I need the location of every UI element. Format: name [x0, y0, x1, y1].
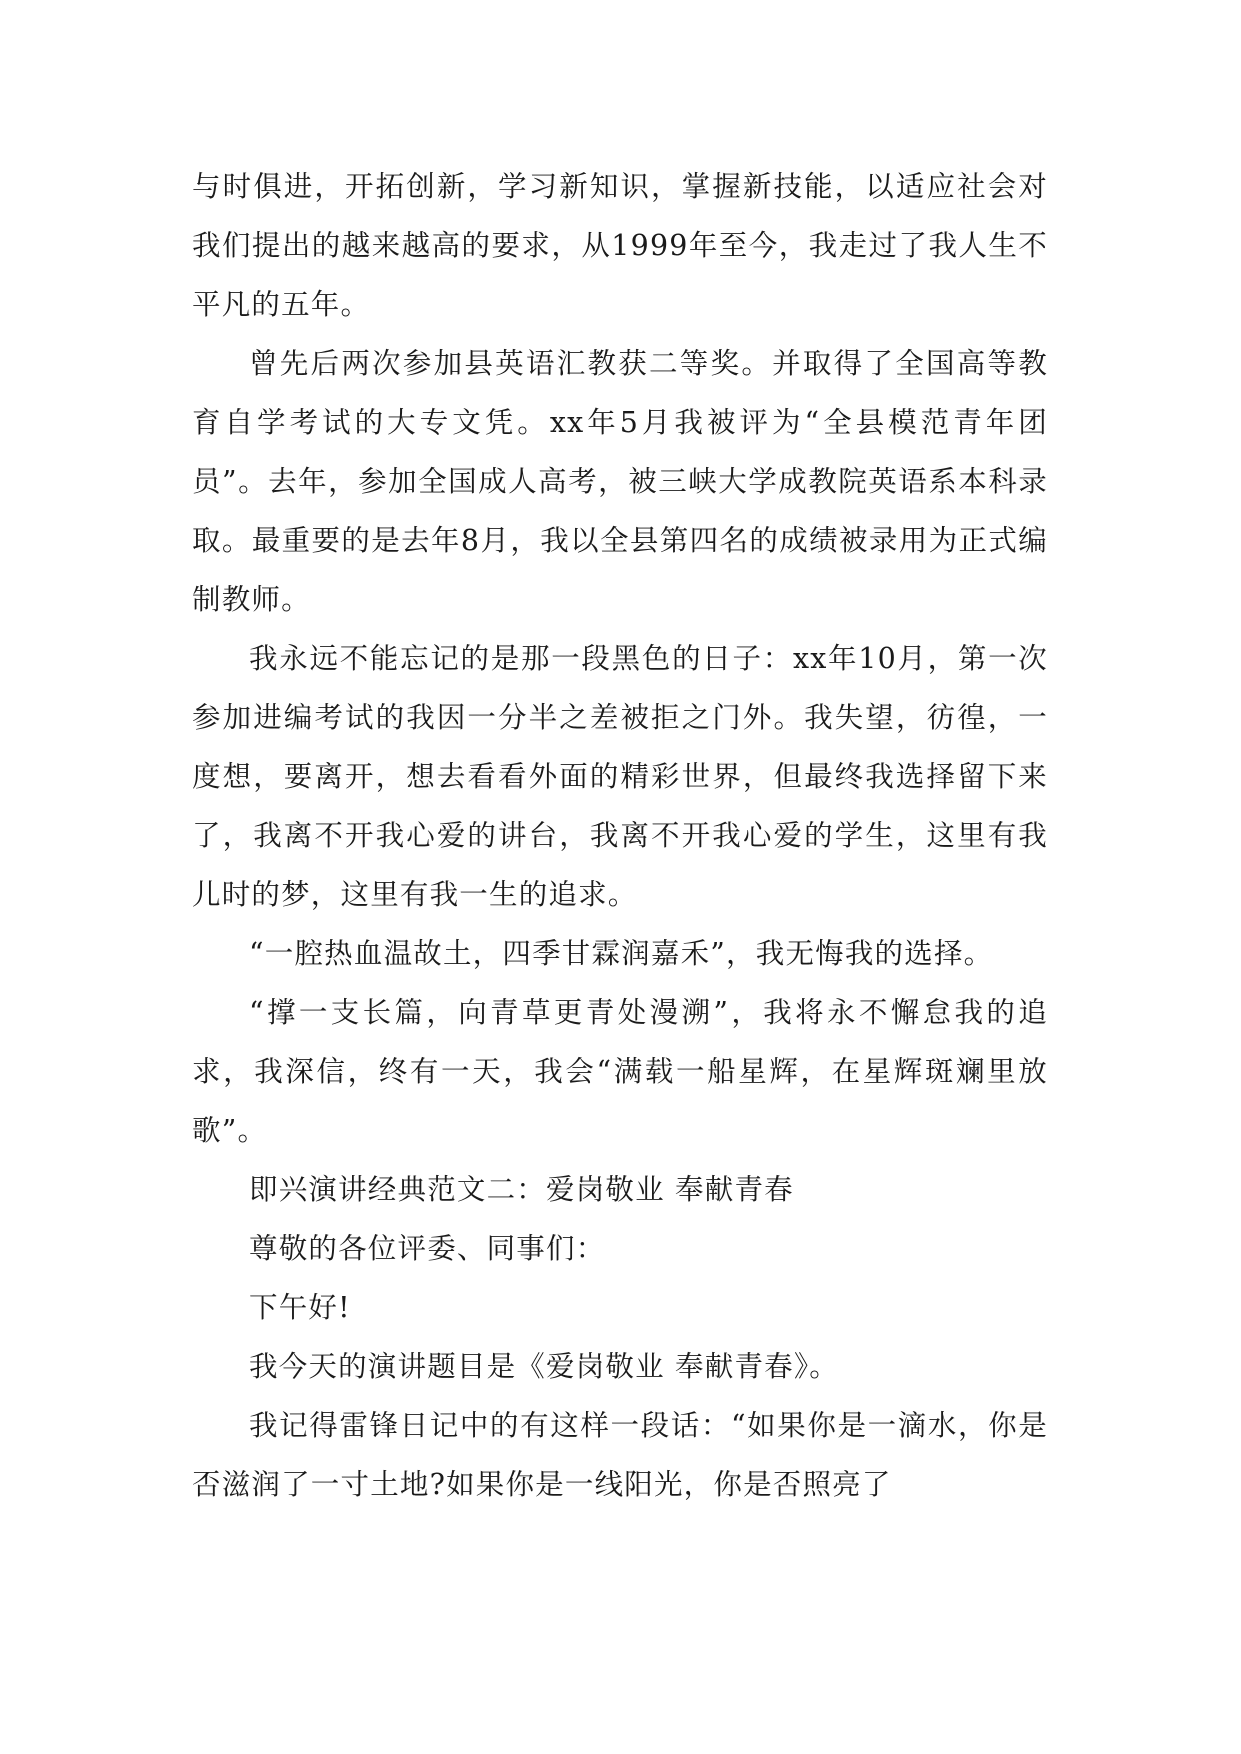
paragraph-pursuit: “撑一支长篇，向青草更青处漫溯”，我将永不懈怠我的追求，我深信，终有一天，我会“满载一船星辉，在星辉斑斓里放歌”。 [192, 996, 1048, 1147]
paragraph-dark-days: 我永远不能忘记的是那一段黑色的日子：xx年10月，第一次参加进编考试的我因一分半之差被拒之门外。我失望，彷徨，一度想，要离开，想去看看外面的精彩世界，但最终我选择留下来了，我离不开我心爱的讲台，我离不开我心爱的学生，这里有我儿时的梦，这里有我一生的追求。 [192, 642, 1048, 911]
paragraph-continuation: 与时俱进，开拓创新，学习新知识，掌握新技能，以适应社会对我们提出的越来越高的要求，从1999年至今，我走过了我人生不平凡的五年。 [192, 170, 1048, 321]
greeting: 下午好! [249, 1291, 351, 1324]
paragraph-no-regret: “一腔热血温故土，四季甘霖润嘉禾”，我无悔我的选择。 [249, 937, 994, 970]
salutation: 尊敬的各位评委、同事们： [249, 1232, 606, 1265]
speech-topic: 我今天的演讲题目是《爱岗敬业 奉献青春》。 [249, 1350, 840, 1383]
paragraph-awards: 曾先后两次参加县英语汇教获二等奖。并取得了全国高等教育自学考试的大专文凭。xx年5月我被评为“全县模范青年团员”。去年，参加全国成人高考，被三峡大学成教院英语系本科录取。最重要的是去年8月，我以全县第四名的成绩被录用为正式编制教师。 [192, 347, 1048, 616]
paragraph-lei-feng-quote: 我记得雷锋日记中的有这样一段话：“如果你是一滴水，你是否滋润了一寸土地?如果你是一线阳光，你是否照亮了 [192, 1409, 1048, 1501]
document-body [192, 157, 1048, 1514]
section-heading: 即兴演讲经典范文二：爱岗敬业 奉献青春 [249, 1173, 794, 1206]
